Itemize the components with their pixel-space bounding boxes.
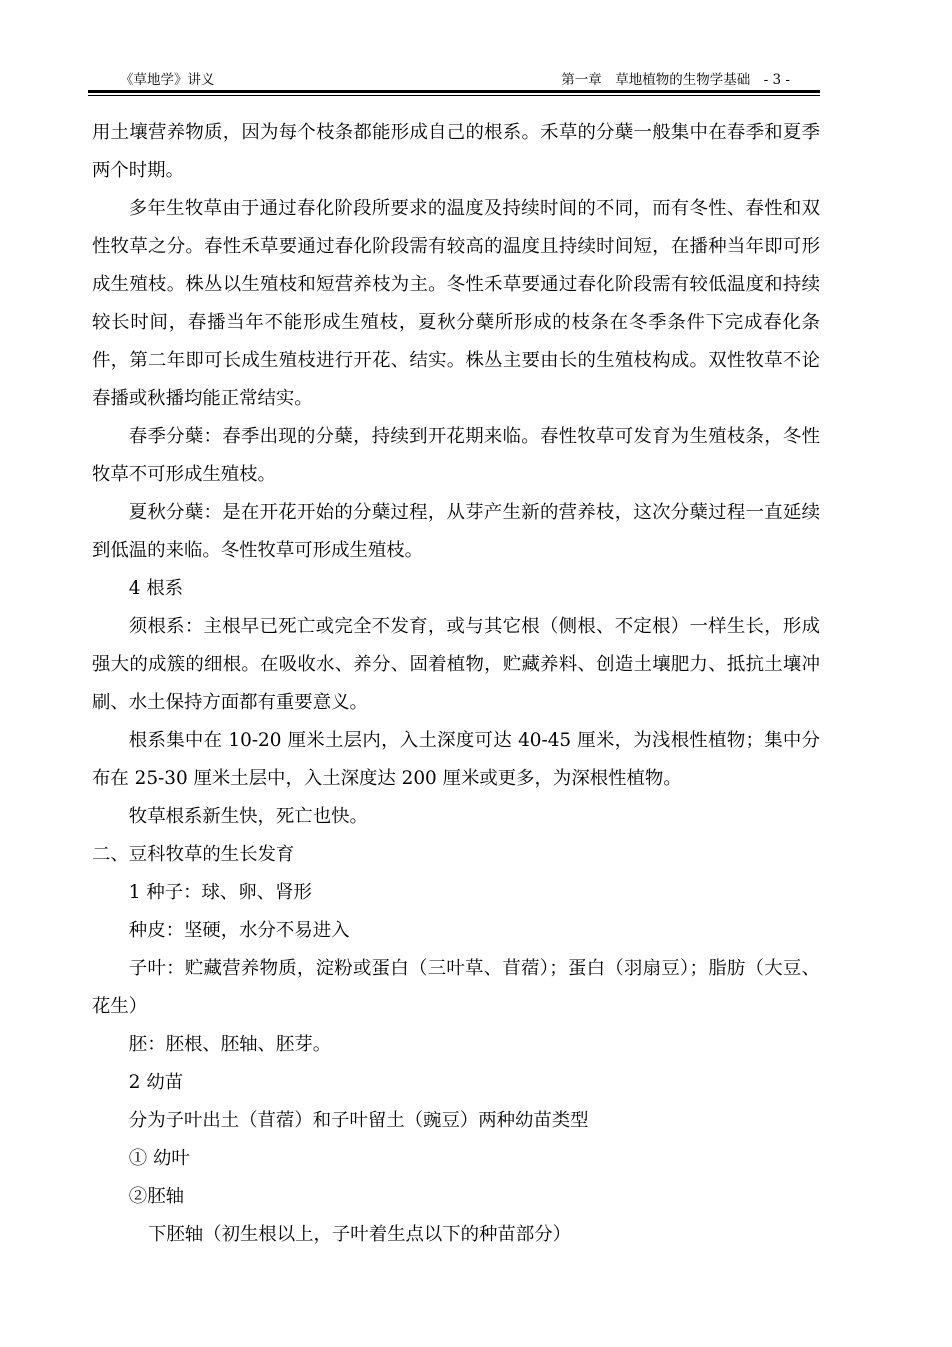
paragraph-continuation: 用土壤营养物质，因为每个枝条都能形成自己的根系。禾草的分蘖一般集中在春季和夏季两个时期。: [92, 122, 820, 181]
header-chapter-page: 第一章 草地植物的生物学基础 - 3 -: [561, 72, 790, 88]
paragraph-root-depth: 根系集中在 10-20 厘米土层内，入土深度可达 40-45 厘米，为浅根性植物；集中分布在 25-30 厘米土层中，入土深度达 200 厘米或更多，为深根性植物。: [92, 730, 820, 789]
paragraph-embryo: 胚：胚根、胚轴、胚芽。: [128, 1034, 332, 1055]
paragraph-seed-coat: 种皮：坚硬，水分不易进入: [128, 920, 350, 941]
paragraph-root-turnover: 牧草根系新生快，死亡也快。: [128, 806, 368, 827]
paragraph-summer-autumn-tillering: 夏秋分蘖：是在开花开始的分蘖过程，从芽产生新的营养枝，这次分蘖过程一直延续到低温的来临。冬性牧草可形成生殖枝。: [92, 502, 820, 561]
paragraph-hypocotyl: 下胚轴（初生根以上，子叶着生点以下的种苗部分）: [148, 1224, 571, 1245]
page-body: [92, 114, 820, 1254]
section-heading-legume: 二、豆科牧草的生长发育: [92, 844, 295, 865]
list-item-hypocotyl-axis: ②胚轴: [128, 1186, 184, 1207]
heading-seedling: 2 幼苗: [128, 1072, 184, 1093]
paragraph-perennial-vernalization: 多年生牧草由于通过春化阶段所要求的温度及持续时间的不同，而有冬性、春性和双性牧草之分。春性禾草要通过春化阶段需有较高的温度且持续时间短，在播种当年即可形成生殖枝。株丛以生殖枝和短营养枝为主。冬性禾草要通过春化阶段需有较低温度和持续较长时间，春播当年不能形成生殖枝，夏秋分蘖所形成的枝条在冬季条件下完成春化条件，第二年即可长成生殖枝进行开花、结实。株丛主要由长的生殖枝构成。双性牧草不论春播或秋播均能正常结实。: [92, 198, 820, 409]
paragraph-seedling-types: 分为子叶出土（苜蓿）和子叶留土（豌豆）两种幼苗类型: [128, 1110, 589, 1131]
list-item-young-leaf: ① 幼叶: [128, 1148, 190, 1169]
page-header: [88, 68, 820, 88]
header-book-title: 《草地学》讲义: [120, 72, 215, 88]
heading-seed: 1 种子：球、卵、肾形: [128, 882, 312, 903]
heading-root-system: 4 根系: [128, 578, 184, 599]
paragraph-cotyledon: 子叶：贮藏营养物质，淀粉或蛋白（三叶草、苜蓿）；蛋白（羽扇豆）；脂肪（大豆、花生）: [92, 958, 820, 1017]
header-rule-thick: [88, 90, 820, 93]
header-rule-thin: [88, 95, 820, 96]
paragraph-spring-tillering: 春季分蘖：春季出现的分蘖，持续到开花期来临。春性牧草可发育为生殖枝条，冬性牧草不可形成生殖枝。: [92, 426, 820, 485]
paragraph-fibrous-root: 须根系：主根早已死亡或完全不发育，或与其它根（侧根、不定根）一样生长，形成强大的成簇的细根。在吸收水、养分、固着植物，贮藏养料、创造土壤肥力、抵抗土壤冲刷、水土保持方面都有重要意义。: [92, 616, 820, 713]
